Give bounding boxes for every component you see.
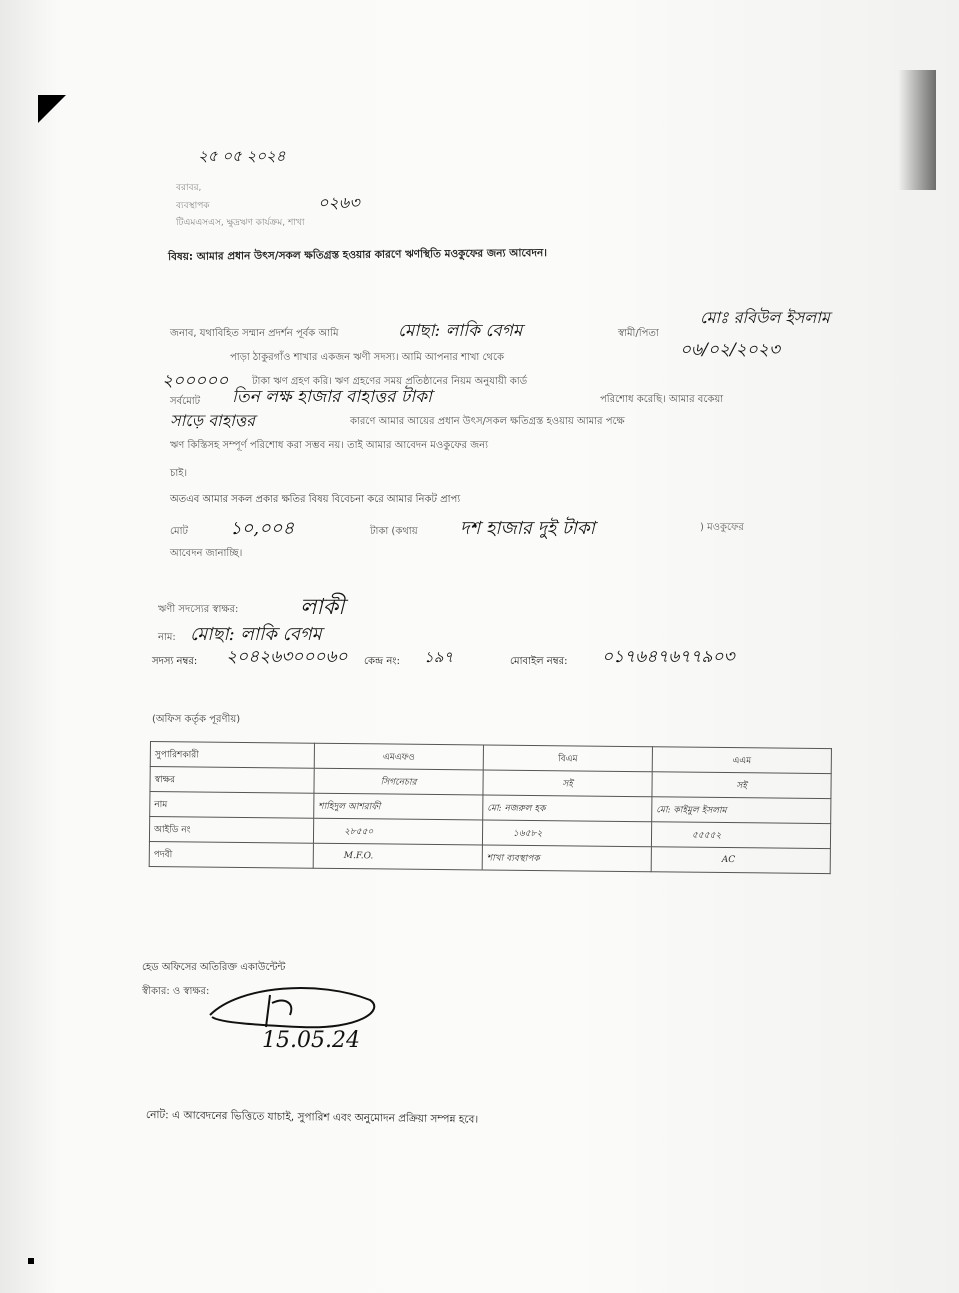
applicant-sign-label: ঋণী সদস্যের স্বাক্ষর: (158, 604, 239, 615)
am-designation: AC (651, 847, 830, 874)
body-line-9-print: মোট (170, 526, 188, 537)
body-line-4-hand: তিন লক্ষ হাজার বাহাত্তর টাকা (232, 387, 432, 407)
bm-signature: সই (483, 770, 652, 797)
header-date: ২৫ ০৫ ২০২৪ (198, 147, 286, 165)
paper-edge-shadow (898, 70, 936, 190)
applicant-name-label: নাম: (158, 632, 176, 643)
body-line-9-amount: ১০,০০৪ (230, 518, 295, 539)
member-no-value: ২০৪২৬৩০০০৬০ (226, 647, 348, 667)
mfo-designation: M.F.O. (313, 843, 482, 870)
office-section-title: (অফিস কর্তৃক পূরণীয়) (152, 714, 241, 725)
body-line-3-amount: ২০০০০০ (162, 371, 229, 391)
header-faint-line-2: ব্যবস্থাপক (176, 201, 210, 211)
applicant-signature: লাকী (300, 595, 345, 620)
am-signature: সই (652, 772, 831, 799)
row-label: স্বাক্ষর (150, 767, 314, 794)
body-line-1-name: মোছা: লাকি বেগম (398, 321, 523, 341)
body-line-10-print: আবেদন জানাচ্ছি। (170, 548, 243, 559)
am-id: ৫৫৫৫২ (651, 822, 830, 849)
header-faint-line-3: টিএমএসএস, ক্ষুদ্রঋণ কার্যক্রম, শাখা (176, 218, 305, 228)
body-line-8-print: অতএব আমার সকল প্রকার ক্ষতির বিষয় বিবেচনা করে আমার নিকট প্রাপ্য (170, 494, 461, 505)
header-ref-value: ০২৬৩ (318, 193, 360, 212)
body-line-5-print: কারণে আমার আয়ের প্রধান উৎস/সকল ক্ষতিগ্রস্ত হওয়ায় আমার পক্ষে (350, 416, 625, 427)
body-line-2-print: পাড়া ঠাকুরগাঁও শাখার একজন ঋণী সদস্য। আমি আপনার শাখা থেকে (230, 352, 505, 363)
body-line-1-hand: মোঃ রবিউল ইসলাম (700, 308, 830, 327)
accountant-title: হেড অফিসের অতিরিক্ত একাউন্টেন্ট (142, 962, 286, 973)
body-line-3-print: টাকা ঋণ গ্রহণ করি। ঋণ গ্রহণের সময় প্রতিষ্ঠানের নিয়ম অনুযায়ী কার্ড (252, 376, 528, 387)
mfo-signature: সিগনেচার (314, 768, 483, 795)
mfo-id: ২৮৫৫০ (313, 818, 482, 845)
mfo-name: শাহিদুল আশরাফী (314, 793, 483, 820)
body-line-4-rest: পরিশোধ করেছি। আমার বকেয়া (600, 394, 724, 405)
row-label: আইডি নং (149, 817, 313, 844)
header-faint-line-1: বরাবর, (176, 183, 202, 193)
body-line-4-print: সর্বমোট (170, 396, 201, 407)
center-no-label: কেন্দ্র নং: (364, 656, 400, 667)
subject-line: বিষয়: আমার প্রধান উৎস/সকল ক্ষতিগ্রস্ত হওয়ার কারণে ঋণস্থিতি মওকুফের জন্য আবেদন। (168, 247, 548, 263)
member-no-label: সদস্য নম্বর: (152, 656, 198, 667)
row-label: পদবী (149, 841, 313, 868)
body-line-2-date: ০৬/০২/২০২৩ (680, 340, 780, 360)
body-line-9-words: দশ হাজার দুই টাকা (460, 518, 595, 539)
body-line-6-print: ঋণ কিস্তিসহ সম্পূর্ণ পরিশোধ করা সম্ভব নয়। তাই আমার আবেদন মওকুফের জন্য (170, 440, 489, 451)
accountant-date: 15.05.24 (262, 1028, 360, 1053)
body-line-9-end: ) মওকুফের (700, 522, 744, 533)
body-line-9-mid: টাকা (কথায় (370, 526, 418, 537)
bm-id: ১৬৫৮২ (482, 820, 651, 847)
body-line-7-print: চাই। (170, 468, 188, 479)
mobile-label: মোবাইল নম্বর: (510, 656, 568, 667)
row-label: নাম (150, 792, 314, 819)
table-header-cell: এমএফও (314, 743, 483, 770)
footer-note: নোট: এ আবেদনের ভিত্তিতে যাচাই, সুপারিশ এবং অনুমোদন প্রক্রিয়া সম্পন্ন হবে। (145, 1108, 479, 1126)
body-line-5-hand: সাড়ে বাহাত্তর (170, 411, 255, 430)
table-header-cell: সুপারিশকারী (150, 742, 314, 769)
bm-name: মো: নজরুল হক (483, 795, 652, 822)
bm-designation: শাখা ব্যবস্থাপক (482, 845, 651, 872)
mobile-value: ০১৭৬৪৭৬৭৭৯০৩ (602, 647, 735, 667)
corner-triangle-mark (38, 95, 66, 123)
table-header-cell: বিএম (483, 745, 652, 772)
table-header-cell: এএম (652, 747, 831, 774)
center-no-value: ১৯৭ (424, 648, 454, 666)
corner-dot-mark (28, 1258, 34, 1264)
body-line-1-print: জনাব, যথাবিহিত সম্মান প্রদর্শন পূর্বক আমি (170, 328, 339, 339)
body-line-1-rest: স্বামী/পিতা (618, 328, 659, 339)
applicant-name: মোছা: লাকি বেগম (190, 624, 322, 645)
am-name: মো: কাইমুল ইসলাম (652, 797, 831, 824)
recommendation-table (149, 741, 832, 874)
accountant-sign-label: স্বীকার: ও স্বাক্ষর: (142, 986, 210, 997)
